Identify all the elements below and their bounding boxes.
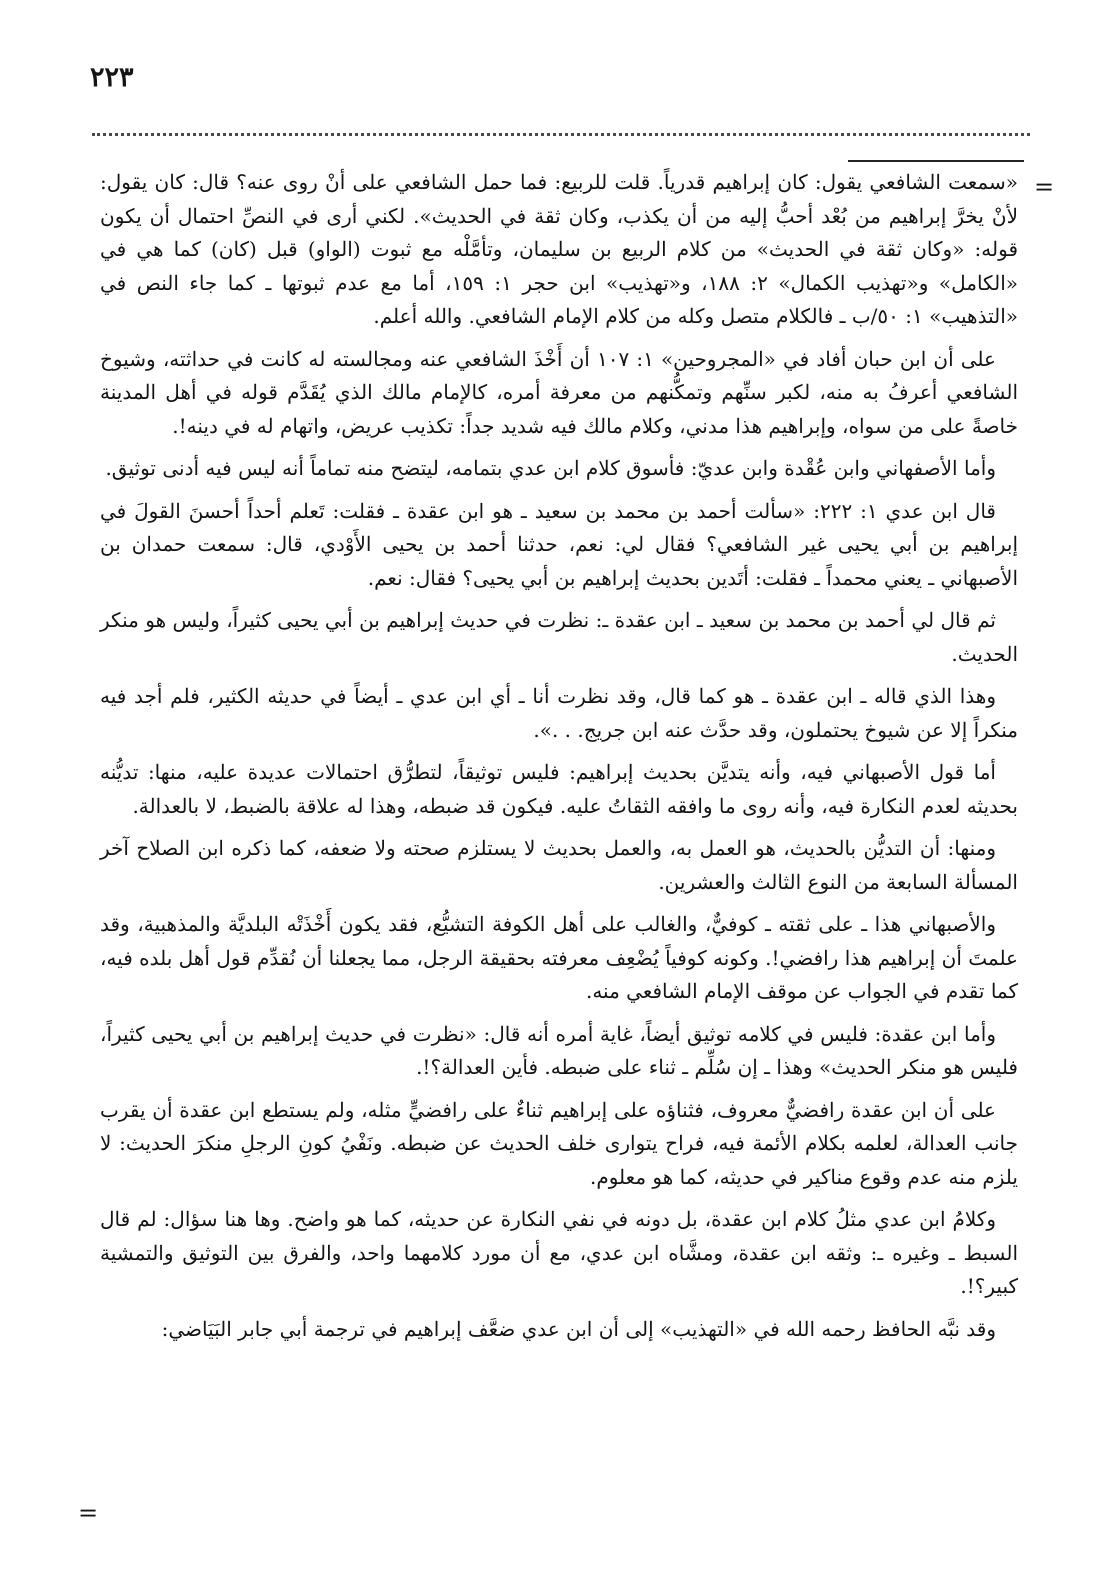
footnote-text [100,166,1018,1355]
paragraph: وهذا الذي قاله ـ ابن عقدة ـ هو كما قال، وقد نظرت أنا ـ أي ابن عدي ـ أيضاً في حديثه الكثير، فلم أجد فيه منكراً إلا عن شيوخ يحتملون، وقد حدَّث عنه ابن جريج. . .». [100,684,1018,742]
paragraph: قال ابن عدي ١: ٢٢٢: «سألت أحمد بن محمد بن سعيد ـ هو ابن عقدة ـ فقلت: تَعلم أحداً أحسنَ القولَ في إبراهيم بن أبي يحيى غير الشافعي؟ فقال لي: نعم، حدثنا أحمد بن يحيى الأَوْدي، قال: سمعت حمدان بن الأصبهاني ـ يعني محمداً ـ فقلت: أتَدين بحديث إبراهيم بن أبي يحيى؟ فقال: نعم. [100,498,1018,590]
continuation-mark-bottom: = [78,1499,99,1527]
paragraph: أما قول الأصبهاني فيه، وأنه يتديَّن بحديث إبراهيم: فليس توثيقاً، لتطرُّق احتمالات عديدة عليه، منها: تديُّنه بحديثه لعدم النكارة فيه، وأنه روى ما وافقه الثقاتُ عليه. فيكون قد ضبطه، وهذا له علاقة بالضبط، لا بالعدالة. [100,760,1018,818]
paragraph: ومنها: أن التديُّن بالحديث، هو العمل به، والعمل بحديث لا يستلزم صحته ولا ضعفه، كما ذكره ابن الصلاح آخر المسألة السابعة من النوع الثالث والعشرين. [100,836,1018,894]
paragraph: «سمعت الشافعي يقول: كان إبراهيم قدرياً. قلت للربيع: فما حمل الشافعي على أنْ روى عنه؟ قال: كان يقول: لأنْ يخرَّ إبراهيم من بُعْد أحبُّ إليه من أن يكذب، وكان ثقة في الحديث». لكني أرى في النصِّ احتمال أن يكون قوله: «وكان ثقة في الحديث» من كلام الربيع بن سليمان، وتأمَّلْه مع ثبوت (الواو) قبل (كان) كما هي في «الكامل» و«تهذيب الكمال» ٢: ١٨٨، و«تهذيب» ابن حجر ١: ١٥٩، أما مع عدم ثبوتها ـ كما جاء النص في «التذهيب» ١: ٥٠/ب ـ فالكلام متصل وكله من كلام الإمام الشافعي. والله أعلم. [100,170,1019,328]
footnote-rule [848,160,1024,162]
paragraph: وأما الأصفهاني وابن عُقْدة وابن عديّ: فأسوق كلام ابن عدي بتمامه، ليتضح منه تماماً أنه ليس فيه أدنى توثيق. [105,456,996,480]
paragraph: وأما ابن عقدة: فليس في كلامه توثيق أيضاً، غاية أمره أنه قال: «نظرت في حديث إبراهيم بن أبي يحيى كثيراً، فليس هو منكر الحديث» وهذا ـ إن سُلِّم ـ ثناء على ضبطه. فأين العدالة؟!. [100,1021,1018,1079]
paragraph: على أن ابن حبان أفاد في «المجروحين» ١: ١٠٧ أن أَخْذَ الشافعي عنه ومجالسته له كانت في حداثته، وشيوخ الشافعي أعرفُ به منه، لكبر سنِّهم وتمكُّنهم من معرفة أمره، كالإمام مالك الذي يُقَدَّم قوله في أهل المدينة خاصةً على من سواه، وإبراهيم هذا مدني، وكلام مالك فيه شديد جداً: تكذيب عريض، واتهام له في دينه!. [100,346,1018,438]
paragraph: وكلامُ ابن عدي مثلُ كلام ابن عقدة، بل دونه في نفي النكارة عن حديثه، كما هو واضح. وها هنا سؤال: لم قال السبط ـ وغيره ـ: وثقه ابن عقدة، ومشَّاه ابن عدي، مع أن مورد كلامهما واحد، والفرق بين التوثيق والتمشية كبير؟!. [100,1207,1019,1298]
paragraph: والأصبهاني هذا ـ على ثقته ـ كوفيٌّ، والغالب على أهل الكوفة التشيُّع، فقد يكون أَخْذَتْه البلديَّة والمذهبية، وقد علمتَ أن إبراهيم هذا رافضي!. وكونه كوفياً يُضْعِف معرفته بحقيقة الرجل، مما يجعلنا أن نُقدِّم قول أهل بلده فيه، كما تقدم في الجواب عن موقف الإمام الشافعي منه. [100,912,1018,1003]
page-number: ٢٢٣ [90,62,134,93]
paragraph: وقد نبَّه الحافظ رحمه الله في «التهذيب» إلى أن ابن عدي ضعَّف إبراهيم في ترجمة أبي جابر البَيَاضي: [161,1316,996,1341]
paragraph: على أن ابن عقدة رافضيٌّ معروف، فثناؤه على إبراهيم ثناءٌ على رافضيٍّ مثله، ولم يستطع ابن عقدة أن يقرب جانب العدالة، لعلمه بكلام الأئمة فيه، فراح يتوارى خلف الحديث عن ضبطه. ونَفْيُ كونِ الرجلِ منكرَ الحديث: لا يلزم منه عدم وقوع مناكير في حديثه، كما هو معلوم. [100,1097,1018,1189]
dotted-separator [92,133,1030,136]
paragraph: ثم قال لي أحمد بن محمد بن سعيد ـ ابن عقدة ـ: نظرت في حديث إبراهيم بن أبي يحيى كثيراً، وليس هو منكر الحديث. [100,608,1018,666]
continuation-mark-top: = [1034,173,1055,201]
